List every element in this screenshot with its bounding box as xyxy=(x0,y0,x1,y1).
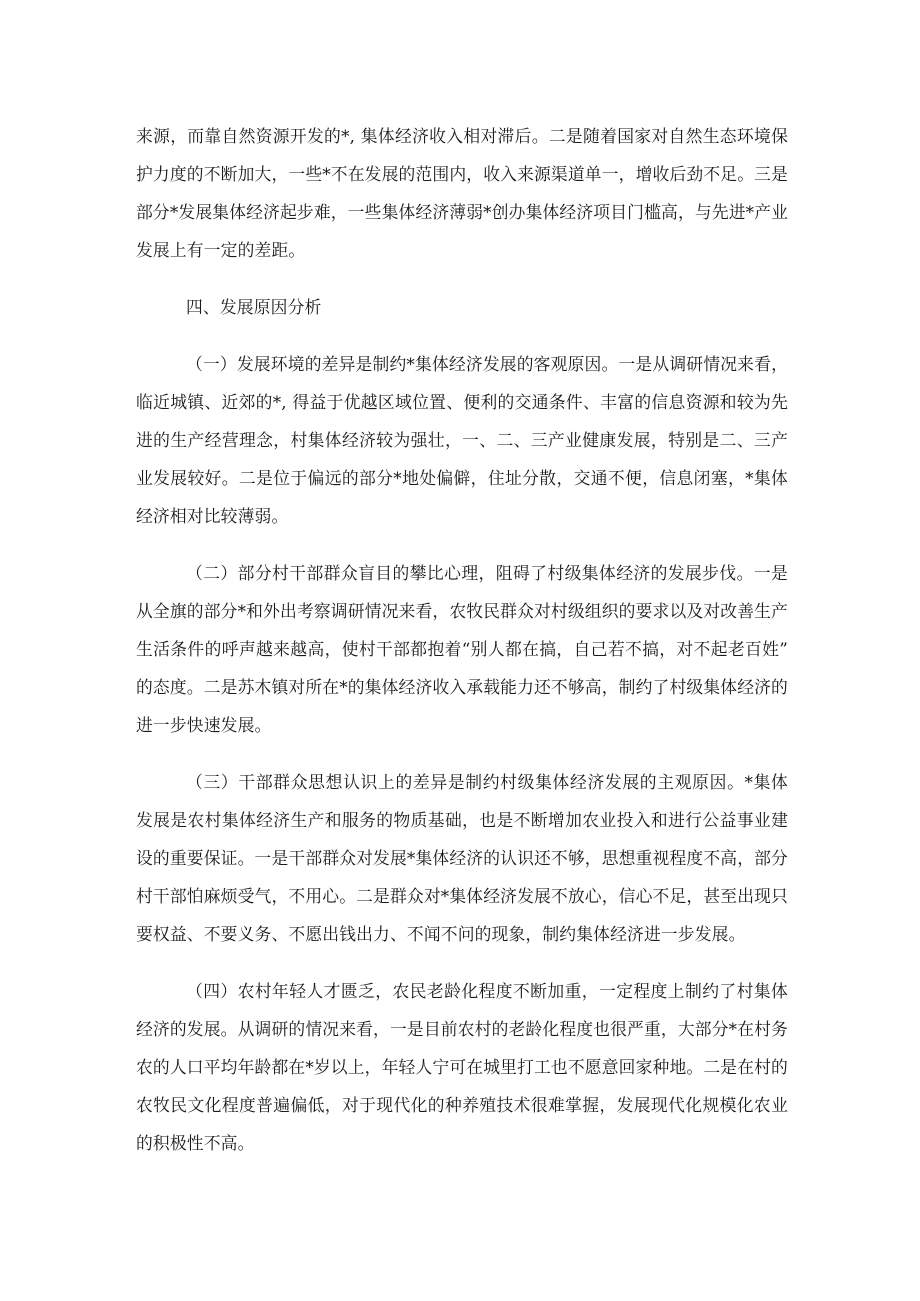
text-line: 农牧民文化程度普遍偏低，对于现代化的种养殖技术很难掌握，发展现代化规模化农业 xyxy=(136,1095,788,1115)
text-line: 护力度的不断加大，一些*不在发展的范围内，收入来源渠道单一，增收后劲不足。三是 xyxy=(136,164,788,184)
text-line: 经济的发展。从调研的情况来看，一是目前农村的老龄化程度也很严重，大部分*在村务 xyxy=(136,1019,788,1039)
text-line: 生活条件的呼声越来越高，使村干部都抱着“别人都在搞，自己若不搞，对不起老百姓” xyxy=(136,639,788,659)
text-line: 的积极性不高。 xyxy=(136,1133,255,1153)
text-line: 从全旗的部分*和外出考察调研情况来看，农牧民群众对村级组织的要求以及对改善生产 xyxy=(136,601,788,621)
text-line: 部分*发展集体经济起步难，一些集体经济薄弱*创办集体经济项目门槛高，与先进*产业 xyxy=(136,202,789,222)
text-line: 发展上有一定的差距。 xyxy=(136,240,306,260)
text-line: 进的生产经营理念，村集体经济较为强壮，一、二、三产业健康发展，特别是二、三产 xyxy=(136,430,788,450)
text-line: 村干部怕麻烦受气，不用心。二是群众对*集体经济发展不放心，信心不足，甚至出现只 xyxy=(136,886,788,906)
text-line: 经济相对比较薄弱。 xyxy=(136,506,289,526)
text-line: 进一步快速发展。 xyxy=(136,715,272,735)
text-line: 设的重要保证。一是干部群众对发展*集体经济的认识还不够，思想重视程度不高，部分 xyxy=(136,848,788,868)
text-line: 的态度。二是苏木镇对所在*的集体经济收入承载能力还不够高，制约了村级集体经济的 xyxy=(136,677,788,697)
text-line: （二）部分村干部群众盲目的攀比心理，阻碍了村级集体经济的发展步伐。一是 xyxy=(186,563,788,583)
text-line: 农的人口平均年龄都在*岁以上，年轻人宁可在城里打工也不愿意回家种地。二是在村的 xyxy=(136,1057,788,1077)
text-line: 临近城镇、近郊的*, 得益于优越区域位置、便利的交通条件、丰富的信息资源和较为先 xyxy=(136,392,788,412)
text-line: （三）干部群众思想认识上的差异是制约村级集体经济发展的主观原因。*集体 xyxy=(186,772,788,792)
text-line: （一）发展环境的差异是制约*集体经济发展的客观原因。一是从调研情况来看， xyxy=(186,354,788,374)
text-line: （四）农村年轻人才匮乏，农民老龄化程度不断加重，一定程度上制约了村集体 xyxy=(186,981,788,1001)
text-line: 要权益、不要义务、不愿出钱出力、不闻不问的现象，制约集体经济进一步发展。 xyxy=(136,924,746,944)
text-line: 发展是农村集体经济生产和服务的物质基础，也是不断增加农业投入和进行公益事业建 xyxy=(136,810,788,830)
text-line: 业发展较好。二是位于偏远的部分*地处偏僻，住址分散，交通不便，信息闭塞，*集体 xyxy=(136,468,788,488)
text-line: 来源，而靠自然资源开发的*, 集体经济收入相对滞后。二是随着国家对自然生态环境保 xyxy=(136,126,788,146)
section-heading: 四、发展原因分析 xyxy=(186,297,322,317)
